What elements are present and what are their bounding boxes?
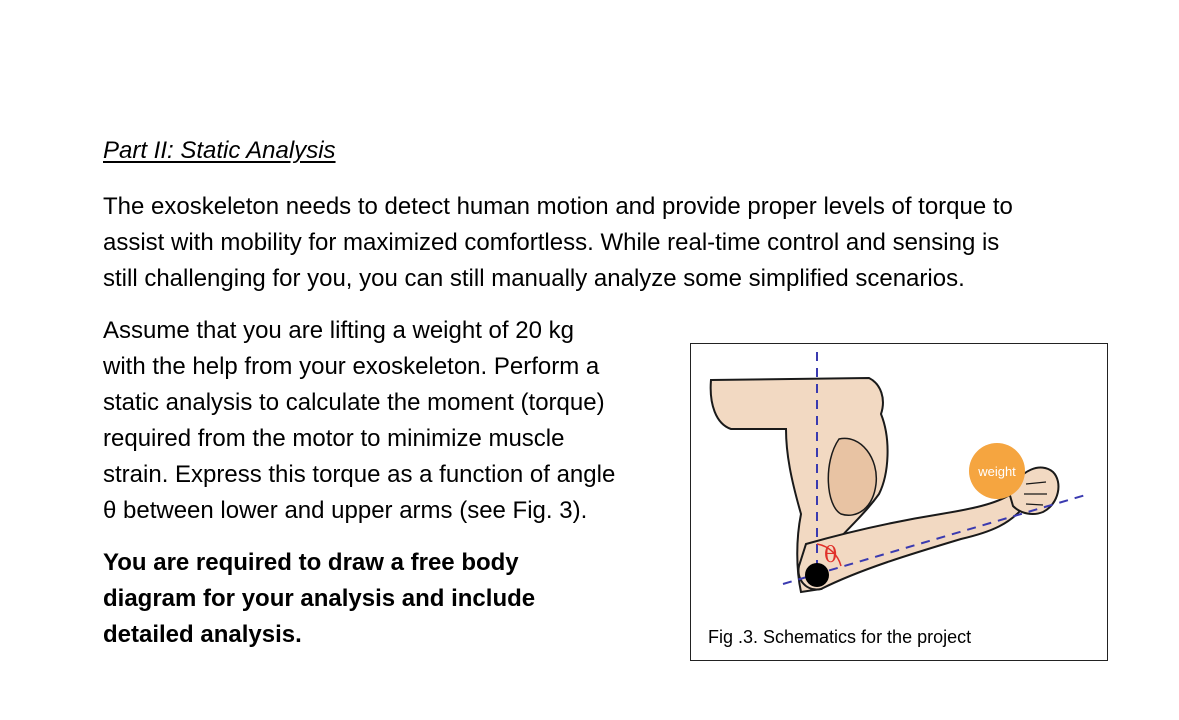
requirement-line: You are required to draw a free body	[103, 549, 519, 576]
arm-schematic	[691, 344, 1109, 624]
angle-label: θ	[824, 543, 838, 568]
intro-line: still challenging for you, you can still manually analyze some simplified scenarios.	[103, 265, 965, 292]
task-line: with the help from your exoskeleton. Perform a	[103, 353, 600, 380]
task-line: static analysis to calculate the moment (torque)	[103, 389, 605, 416]
task-paragraph	[103, 313, 683, 529]
task-line: Assume that you are lifting a weight of 20 kg	[103, 317, 574, 344]
section-title: Part II: Static Analysis	[103, 137, 336, 164]
intro-line: The exoskeleton needs to detect human motion and provide proper levels of torque to	[103, 193, 1013, 220]
task-line: θ between lower and upper arms (see Fig. 3).	[103, 497, 588, 524]
task-line: strain. Express this torque as a function of angle	[103, 461, 616, 488]
figure-3	[690, 343, 1108, 661]
intro-line: assist with mobility for maximized comfortless. While real-time control and sensing is	[103, 229, 1000, 256]
task-line: required from the motor to minimize muscle	[103, 425, 565, 452]
figure-caption: Fig .3. Schematics for the project	[708, 627, 972, 647]
elbow-joint	[805, 563, 829, 587]
requirement-line: diagram for your analysis and include	[103, 585, 536, 612]
intro-paragraph	[103, 189, 1153, 297]
requirement-paragraph	[103, 545, 683, 653]
requirement-line: detailed analysis.	[103, 621, 302, 648]
weight-label: weight	[978, 464, 1016, 479]
